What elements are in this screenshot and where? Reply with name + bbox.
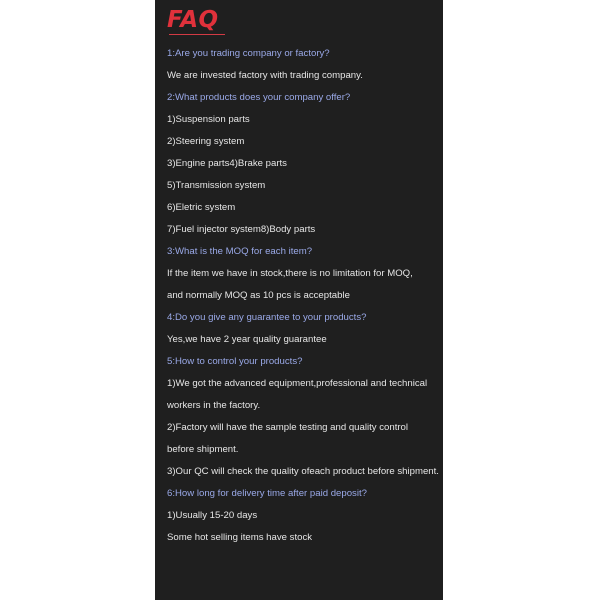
faq-answer-line: before shipment. xyxy=(167,444,239,455)
faq-answer-line: 3)Engine parts4)Brake parts xyxy=(167,158,287,169)
faq-answer-line: 1)We got the advanced equipment,professional and technical xyxy=(167,378,428,389)
faq-answer-line: 1)Suspension parts xyxy=(167,114,250,125)
faq-title: FAQ xyxy=(167,7,219,33)
faq-answer-line: 2)Steering system xyxy=(167,136,245,147)
faq-answer-line: 5)Transmission system xyxy=(167,180,266,191)
faq-question: 4:Do you give any guarantee to your products? xyxy=(167,312,367,323)
faq-answer-line: 7)Fuel injector system8)Body parts xyxy=(167,224,316,235)
faq-question: 5:How to control your products? xyxy=(167,356,303,367)
faq-answer-line: We are invested factory with trading company. xyxy=(167,70,363,81)
faq-answer-line: Some hot selling items have stock xyxy=(167,532,313,543)
faq-answer-line: If the item we have in stock,there is no limitation for MOQ, xyxy=(167,268,413,279)
faq-answer-line: 1)Usually 15-20 days xyxy=(167,510,258,521)
title-underline xyxy=(169,34,225,35)
faq-question: 2:What products does your company offer? xyxy=(167,92,351,103)
faq-list xyxy=(167,43,443,549)
faq-panel xyxy=(155,0,443,600)
faq-answer-line: Yes,we have 2 year quality guarantee xyxy=(167,334,327,345)
faq-question: 1:Are you trading company or factory? xyxy=(167,48,330,59)
faq-answer-line: workers in the factory. xyxy=(167,400,261,411)
faq-answer-line: 6)Eletric system xyxy=(167,202,236,213)
faq-answer-line: 2)Factory will have the sample testing and quality control xyxy=(167,422,409,433)
faq-question: 3:What is the MOQ for each item? xyxy=(167,246,313,257)
faq-answer-line: and normally MOQ as 10 pcs is acceptable xyxy=(167,290,350,301)
faq-answer-line: 3)Our QC will check the quality ofeach product before shipment. xyxy=(167,466,439,477)
faq-question: 6:How long for delivery time after paid deposit? xyxy=(167,488,367,499)
